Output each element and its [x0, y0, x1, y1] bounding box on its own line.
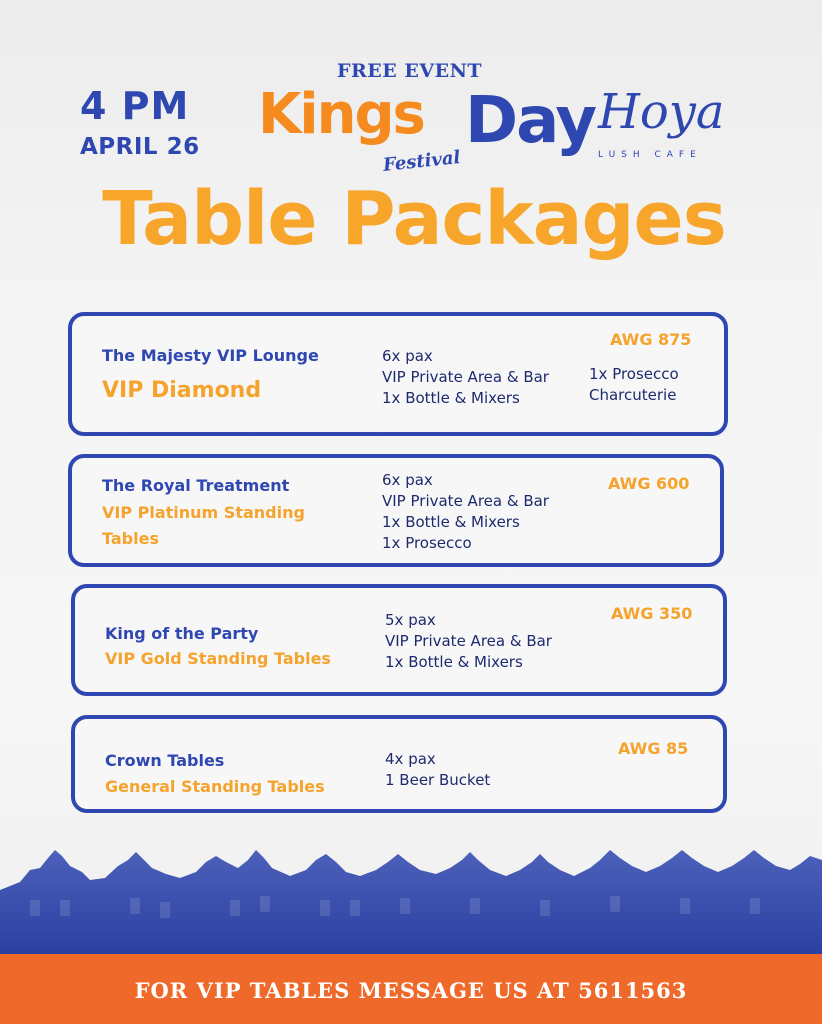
detail-line: VIP Private Area & Bar — [382, 492, 549, 510]
extra-line: 1x Prosecco — [589, 365, 679, 383]
package-card-majesty — [68, 312, 728, 436]
package-card-crown — [71, 715, 727, 813]
tier-line: VIP Platinum Standing — [102, 503, 305, 522]
hoya-subtitle: LUSH CAFE — [598, 150, 702, 160]
package-details — [385, 749, 490, 791]
detail-line: 1x Bottle & Mixers — [382, 389, 520, 407]
event-time: 4 PM — [80, 84, 190, 128]
detail-line: VIP Private Area & Bar — [382, 368, 549, 386]
package-card-king-party — [71, 584, 727, 696]
package-tier: VIP Diamond — [102, 378, 262, 403]
package-name: The Royal Treatment — [102, 476, 290, 495]
detail-line: 6x pax — [382, 471, 433, 489]
footer-banner — [0, 954, 822, 1024]
logo-festival: Festival — [382, 147, 462, 176]
logo-day: Day — [465, 84, 596, 158]
package-price: AWG 85 — [618, 739, 689, 758]
logo-kings: Kings — [258, 82, 424, 147]
package-details — [382, 346, 549, 409]
detail-line: 6x pax — [382, 347, 433, 365]
extra-line: Charcuterie — [589, 386, 677, 404]
detail-line: 1x Prosecco — [382, 534, 472, 552]
event-date: APRIL 26 — [80, 134, 200, 160]
package-tier: VIP Gold Standing Tables — [105, 649, 331, 668]
detail-line: 1x Bottle & Mixers — [385, 653, 523, 671]
package-card-royal — [68, 454, 724, 567]
detail-line: 4x pax — [385, 750, 436, 768]
page-title: Table Packages — [102, 176, 726, 262]
canal-houses-skyline — [0, 820, 822, 955]
detail-line: 1 Beer Bucket — [385, 771, 491, 789]
package-price: AWG 350 — [611, 604, 693, 623]
package-price: AWG 600 — [608, 474, 690, 493]
package-tier — [102, 500, 305, 552]
package-extras — [589, 364, 679, 406]
detail-line: 5x pax — [385, 611, 436, 629]
tier-line: Tables — [102, 529, 159, 548]
footer-contact-text: FOR VIP TABLES MESSAGE US AT 5611563 — [134, 978, 688, 1003]
package-details — [382, 470, 549, 554]
detail-line: VIP Private Area & Bar — [385, 632, 552, 650]
package-details — [385, 610, 552, 673]
package-price: AWG 875 — [610, 330, 692, 349]
hoya-logo: Hoya — [598, 84, 725, 140]
package-tier: General Standing Tables — [105, 777, 325, 796]
free-event-label: FREE EVENT — [337, 60, 483, 82]
package-name: The Majesty VIP Lounge — [102, 346, 319, 365]
detail-line: 1x Bottle & Mixers — [382, 513, 520, 531]
package-name: Crown Tables — [105, 751, 225, 770]
package-name: King of the Party — [105, 624, 259, 643]
